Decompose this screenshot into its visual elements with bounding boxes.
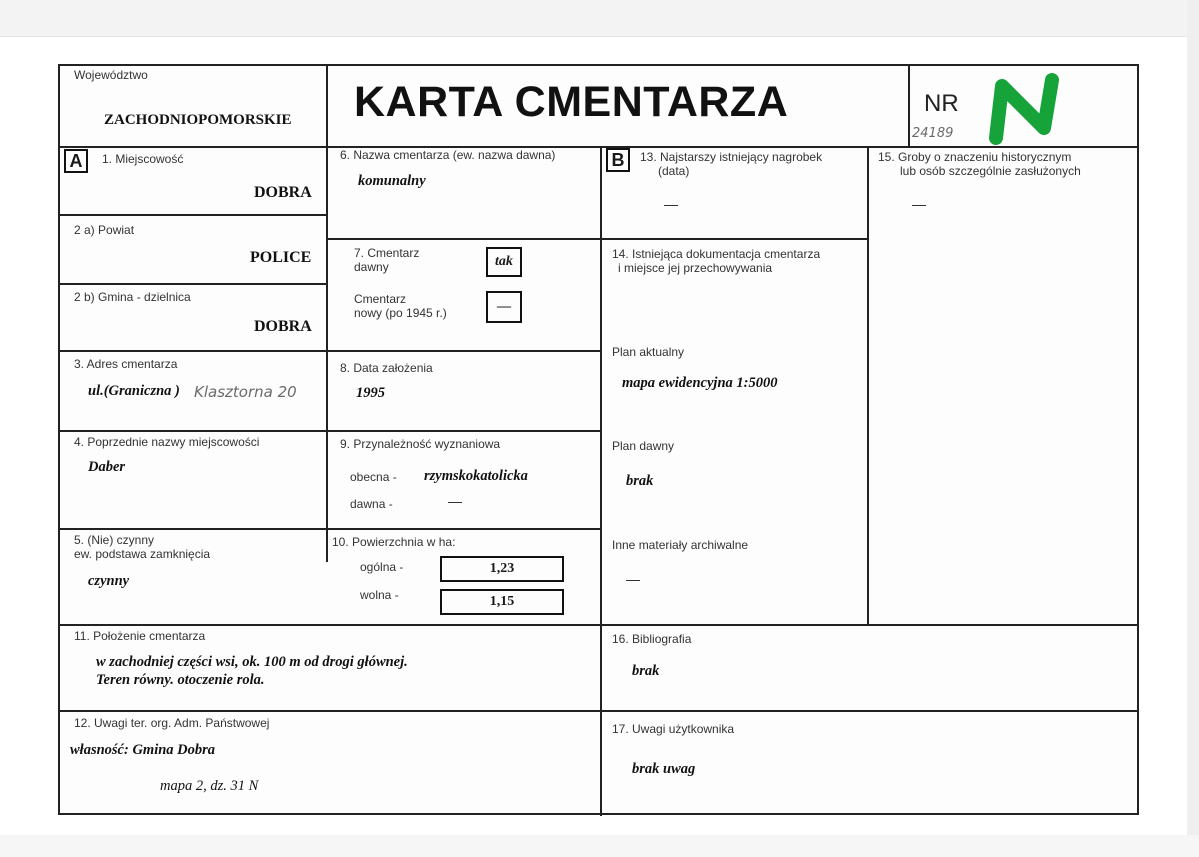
former-plan-label: Plan dawny [612,439,675,453]
bibliography-label: 16. Bibliografia [612,632,692,646]
active-label: 5. (Nie) czynny [74,533,155,547]
admin-notes-line-1: własność: Gmina Dobra [70,742,216,758]
scan-bottom-margin [0,835,1199,857]
denomination-label: 9. Przynależność wyznaniowa [340,437,501,451]
total-area-label: ogólna - [360,560,404,574]
rule [60,350,602,352]
rule [60,283,328,285]
locality-value: DOBRA [254,184,312,201]
green-n-stamp-icon [986,72,1070,146]
rule [60,710,1138,712]
page-title: KARTA CMENTARZA [354,78,789,126]
cemetery-name-value: komunalny [358,173,426,189]
rule [600,146,602,816]
handwritten-number: 24189 [912,126,954,141]
historic-graves-label: 15. Groby o znaczeniu historycznym [878,150,1072,164]
area-label: 10. Powierzchnia w ha: [332,535,456,549]
voivodeship-label: Województwo [74,68,148,82]
current-denomination-value: rzymskokatolicka [424,468,528,484]
old-cemetery-checkbox: tak [486,247,522,277]
former-names-value: Daber [88,459,126,475]
rule [60,624,1138,626]
rule [326,66,328,562]
former-names-label: 4. Poprzednie nazwy miejscowości [74,435,260,449]
documentation-sublabel: i miejsce jej przechowywania [618,261,773,275]
address-label: 3. Adres cmentarza [74,357,178,371]
other-archives-label: Inne materiały archiwalne [612,538,749,552]
old-cemetery-label: 7. Cmentarz [354,246,420,260]
county-value: POLICE [250,249,312,266]
scan-right-margin [1187,0,1199,857]
founding-date-label: 8. Data założenia [340,361,433,375]
voivodeship-value: ZACHODNIOPOMORSKIE [104,112,292,128]
historic-graves-sublabel: lub osób szczególnie zasłużonych [900,164,1081,178]
rule [60,430,602,432]
founding-date-value: 1995 [356,385,385,401]
address-handwritten: Klasztorna 20 [194,383,297,401]
number-label: NR [924,90,959,117]
historic-graves-value: — [912,196,926,212]
other-archives-value: — [626,571,640,587]
location-line-1: w zachodniej części wsi, ok. 100 m od drogi głównej. [96,654,408,670]
oldest-tombstone-value: — [664,196,678,212]
new-cemetery-sublabel: nowy (po 1945 r.) [354,306,447,320]
locality-label: 1. Miejscowość [102,152,184,166]
current-denomination-label: obecna - [350,470,397,484]
rule [326,238,602,240]
cemetery-name-label: 6. Nazwa cmentarza (ew. nazwa dawna) [340,148,556,162]
free-area-label: wolna - [360,588,399,602]
rule [60,146,1138,148]
county-label: 2 a) Powiat [74,223,135,237]
old-cemetery-sublabel: dawny [354,260,389,274]
new-cemetery-checkbox: — [486,291,522,323]
closure-basis-label: ew. podstawa zamknięcia [74,547,211,561]
address-typed: ul.(Graniczna ) [88,383,180,399]
admin-notes-line-2: mapa 2, dz. 31 N [160,778,259,794]
former-plan-value: brak [626,473,654,489]
section-a-marker: A [64,149,88,173]
rule [867,146,869,626]
current-plan-label: Plan aktualny [612,345,685,359]
admin-notes-label: 12. Uwagi ter. org. Adm. Państwowej [74,716,270,730]
commune-label: 2 b) Gmina - dzielnica [74,290,191,304]
former-denomination-label: dawna - [350,497,393,511]
location-label: 11. Położenie cmentarza [74,629,206,643]
oldest-tombstone-label: 13. Najstarszy istniejący nagrobek [640,150,823,164]
current-plan-value: mapa ewidencyjna 1:5000 [622,375,778,391]
scan-top-margin [0,0,1199,37]
documentation-label: 14. Istniejąca dokumentacja cmentarza [612,247,821,261]
rule [908,66,910,146]
new-cemetery-label: Cmentarz [354,292,407,306]
rule [60,528,602,530]
oldest-tombstone-sublabel: (data) [658,164,690,178]
commune-value: DOBRA [254,318,312,335]
user-notes-label: 17. Uwagi użytkownika [612,722,735,736]
total-area-value: 1,23 [440,556,564,582]
former-denomination-value: — [448,493,462,509]
active-value: czynny [88,573,130,589]
cemetery-card-form [58,64,1139,815]
rule [60,214,328,216]
free-area-value: 1,15 [440,589,564,615]
rule [600,238,869,240]
bibliography-value: brak [632,663,660,679]
section-b-marker: B [606,148,630,172]
location-line-2: Teren równy. otoczenie rola. [96,672,265,688]
user-notes-value: brak uwag [632,761,696,777]
